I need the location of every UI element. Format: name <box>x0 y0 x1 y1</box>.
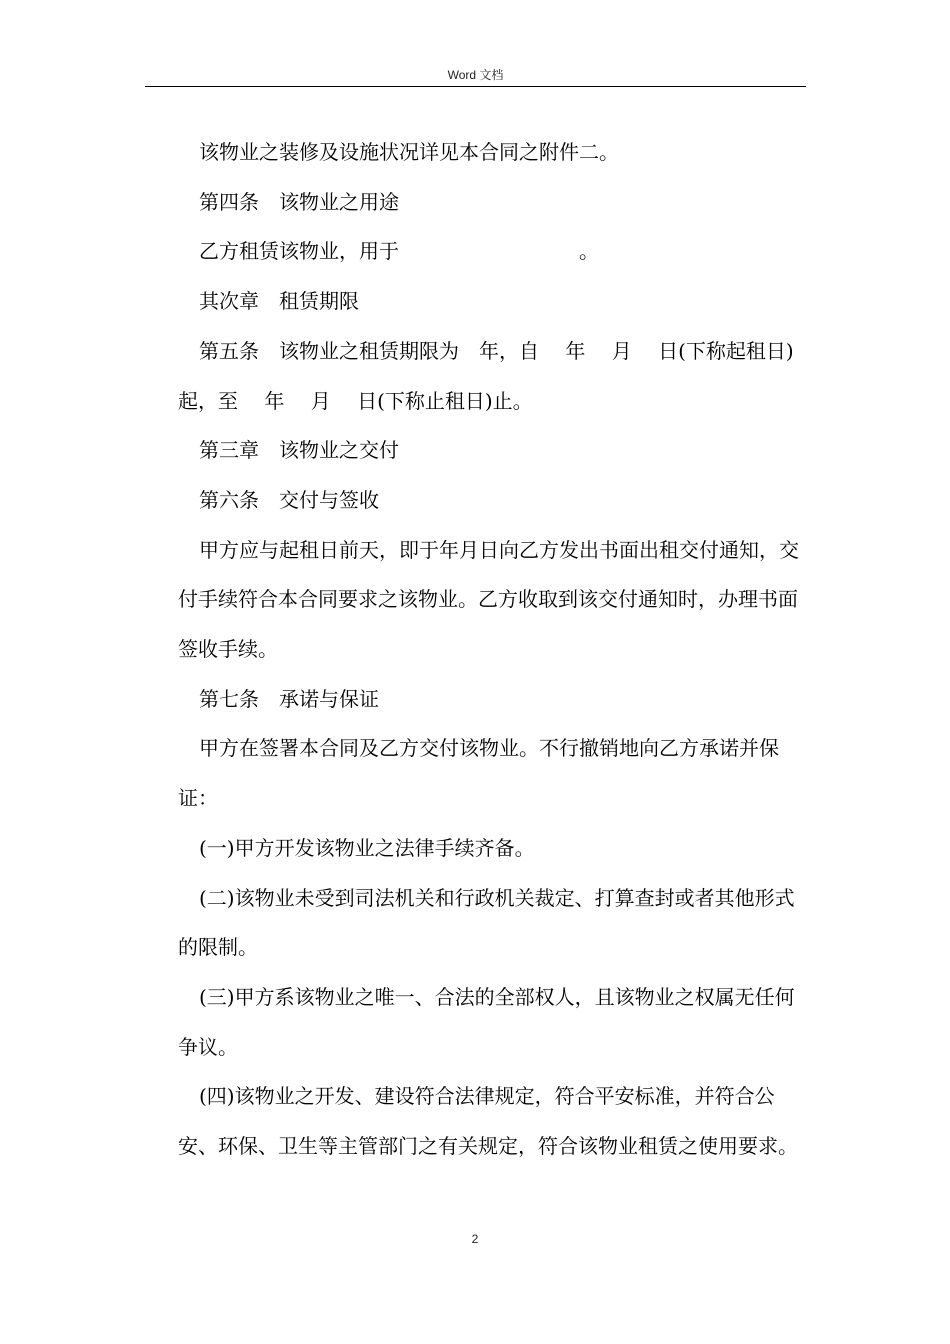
article-6-heading: 第六条 交付与签收 <box>199 487 379 512</box>
document-body <box>178 128 808 1172</box>
article-5-paragraph: 第五条 该物业之租赁期限为 年，自 年 月 日(下称起租日)起，至 年 月 日(下称止租日)止。 <box>178 338 794 413</box>
article-7-heading: 第七条 承诺与保证 <box>199 686 379 711</box>
chapter-2-heading: 其次章 租赁期限 <box>199 289 359 314</box>
warranty-item-3: (三)甲方系该物业之唯一、合法的全部权人，且该物业之权属无任何争议。 <box>178 984 795 1059</box>
page-header: Word 文档 <box>447 68 504 82</box>
paragraph-warranty: 甲方在签署本合同及乙方交付该物业。不行撤销地向乙方承诺并保证： <box>178 736 779 811</box>
paragraph-delivery: 甲方应与起租日前天，即于年月日向乙方发出书面出租交付通知，交付手续符合本合同要求之该物业。乙方收取到该交付通知时，办理书面签收手续。 <box>178 537 799 662</box>
chapter-3-heading: 第三章 该物业之交付 <box>199 438 399 463</box>
header-divider <box>145 86 806 87</box>
warranty-item-2: (二)该物业未受到司法机关和行政机关裁定、打算查封或者其他形式的限制。 <box>178 885 795 960</box>
article-4-heading: 第四条 该物业之用途 <box>199 189 399 214</box>
warranty-item-1: (一)甲方开发该物业之法律手续齐备。 <box>199 835 535 860</box>
paragraph-usage: 乙方租赁该物业，用于 。 <box>199 239 599 264</box>
warranty-item-4: (四)该物业之开发、建设符合法律规定，符合平安标准，并符合公安、环保、卫生等主管部门之有关规定，符合该物业租赁之使用要求。 <box>178 1084 798 1159</box>
page-number: 2 <box>471 1232 479 1246</box>
paragraph-fixtures: 该物业之装修及设施状况详见本合同之附件二。 <box>199 140 619 164</box>
